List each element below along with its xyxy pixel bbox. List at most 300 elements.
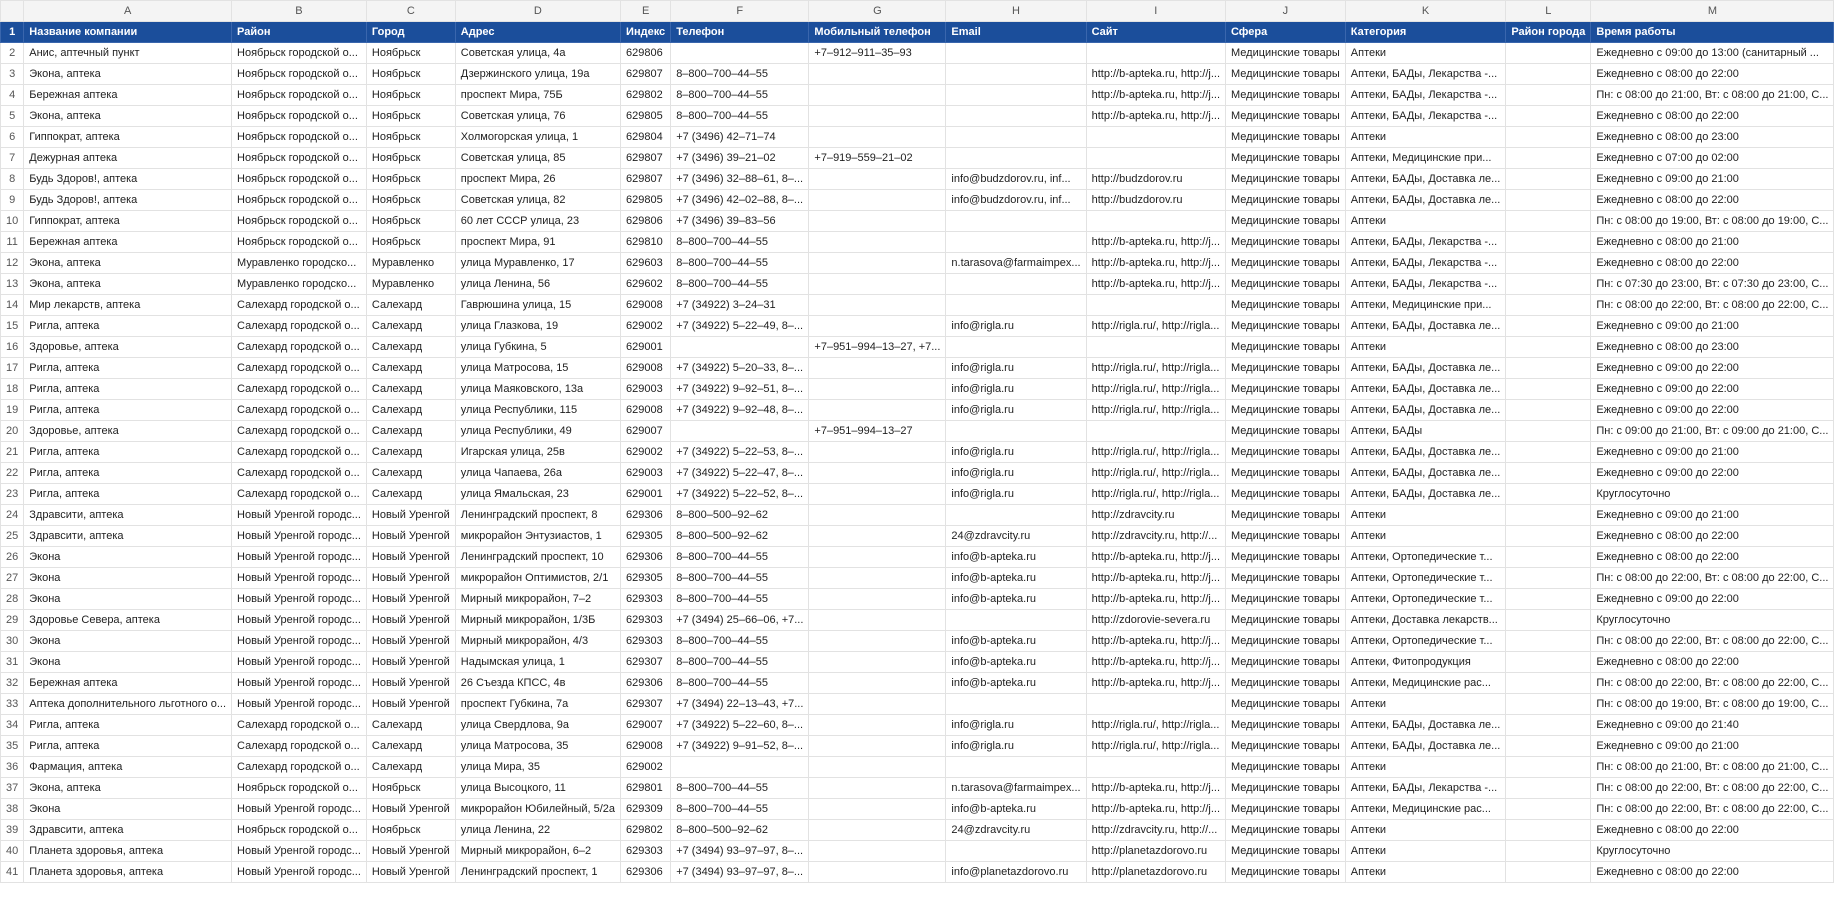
cell[interactable]	[809, 526, 946, 547]
cell[interactable]	[1506, 106, 1591, 127]
cell[interactable]: 629002	[621, 442, 671, 463]
cell[interactable]: Ноябрьск	[366, 127, 455, 148]
row-number[interactable]: 31	[1, 652, 24, 673]
cell[interactable]: Медицинские товары	[1226, 547, 1346, 568]
row-number[interactable]: 38	[1, 799, 24, 820]
cell[interactable]: Ежедневно с 08:00 до 22:00	[1591, 190, 1834, 211]
cell[interactable]: Салехард	[366, 715, 455, 736]
cell[interactable]	[1506, 274, 1591, 295]
cell[interactable]: Здравсити, аптека	[24, 526, 232, 547]
cell[interactable]: Медицинские товары	[1226, 379, 1346, 400]
cell[interactable]: info@b-apteka.ru	[946, 799, 1086, 820]
cell[interactable]: Салехард	[366, 442, 455, 463]
cell[interactable]	[946, 694, 1086, 715]
cell[interactable]	[809, 253, 946, 274]
row-number[interactable]: 23	[1, 484, 24, 505]
cell[interactable]: info@rigla.ru	[946, 736, 1086, 757]
cell[interactable]: Салехард городской о...	[232, 757, 367, 778]
cell[interactable]: Медицинские товары	[1226, 778, 1346, 799]
cell[interactable]	[946, 127, 1086, 148]
cell[interactable]: Планета здоровья, аптека	[24, 862, 232, 883]
cell[interactable]: Медицинские товары	[1226, 43, 1346, 64]
cell[interactable]: Гиппократ, аптека	[24, 127, 232, 148]
cell[interactable]: Салехард	[366, 484, 455, 505]
cell[interactable]: http://rigla.ru/, http://rigla...	[1086, 400, 1225, 421]
cell[interactable]: Ригла, аптека	[24, 442, 232, 463]
cell[interactable]: проспект Мира, 26	[455, 169, 620, 190]
cell[interactable]: 629309	[621, 799, 671, 820]
cell[interactable]: Аптеки, БАДы, Доставка ле...	[1345, 463, 1506, 484]
header-cell[interactable]: Телефон	[671, 22, 809, 43]
cell[interactable]: Аптеки, Ортопедические т...	[1345, 589, 1506, 610]
cell[interactable]: Аптеки, БАДы, Доставка ле...	[1345, 379, 1506, 400]
cell[interactable]	[1506, 820, 1591, 841]
cell[interactable]	[946, 106, 1086, 127]
cell[interactable]: Салехард	[366, 337, 455, 358]
cell[interactable]: Ленинградский проспект, 8	[455, 505, 620, 526]
cell[interactable]: Новый Уренгой	[366, 547, 455, 568]
cell[interactable]: Медицинские товары	[1226, 589, 1346, 610]
cell[interactable]: Медицинские товары	[1226, 757, 1346, 778]
cell[interactable]: Аптеки, БАДы, Доставка ле...	[1345, 358, 1506, 379]
cell[interactable]: http://rigla.ru/, http://rigla...	[1086, 358, 1225, 379]
cell[interactable]: Аптеки, БАДы, Доставка ле...	[1345, 400, 1506, 421]
cell[interactable]	[671, 421, 809, 442]
cell[interactable]: 8–800–700–44–55	[671, 652, 809, 673]
cell[interactable]: проспект Губкина, 7а	[455, 694, 620, 715]
row-number[interactable]: 26	[1, 547, 24, 568]
cell[interactable]: info@b-apteka.ru	[946, 547, 1086, 568]
cell[interactable]: Пн: с 08:00 до 22:00, Вт: с 08:00 до 22:00, С...	[1591, 295, 1834, 316]
row-number[interactable]: 30	[1, 631, 24, 652]
cell[interactable]: Пн: с 09:00 до 21:00, Вт: с 09:00 до 21:00, С...	[1591, 421, 1834, 442]
cell[interactable]: Ежедневно с 08:00 до 23:00	[1591, 337, 1834, 358]
cell[interactable]	[809, 862, 946, 883]
cell[interactable]	[1506, 610, 1591, 631]
row-number[interactable]: 3	[1, 64, 24, 85]
cell[interactable]: Аптеки, БАДы, Доставка ле...	[1345, 169, 1506, 190]
cell[interactable]: +7 (3496) 42–71–74	[671, 127, 809, 148]
cell[interactable]: Ежедневно с 08:00 до 22:00	[1591, 64, 1834, 85]
cell[interactable]: 8–800–700–44–55	[671, 64, 809, 85]
cell[interactable]: info@budzdorov.ru, inf...	[946, 190, 1086, 211]
cell[interactable]: Новый Уренгой городс...	[232, 862, 367, 883]
cell[interactable]: Новый Уренгой	[366, 505, 455, 526]
cell[interactable]: +7 (34922) 5–22–60, 8–...	[671, 715, 809, 736]
cell[interactable]	[809, 484, 946, 505]
cell[interactable]: +7 (3496) 39–83–56	[671, 211, 809, 232]
cell[interactable]: 629306	[621, 673, 671, 694]
cell[interactable]: 629001	[621, 484, 671, 505]
cell[interactable]: info@b-apteka.ru	[946, 631, 1086, 652]
cell[interactable]: Медицинские товары	[1226, 736, 1346, 757]
cell[interactable]: http://b-apteka.ru, http://j...	[1086, 799, 1225, 820]
cell[interactable]: 8–800–700–44–55	[671, 274, 809, 295]
cell[interactable]: улица Мира, 35	[455, 757, 620, 778]
cell[interactable]: Ноябрьск городской о...	[232, 190, 367, 211]
row-number[interactable]: 24	[1, 505, 24, 526]
cell[interactable]: Салехард городской о...	[232, 316, 367, 337]
cell[interactable]: Ежедневно с 07:00 до 02:00	[1591, 148, 1834, 169]
cell[interactable]: Ежедневно с 09:00 до 21:00	[1591, 316, 1834, 337]
cell[interactable]: Аптеки, Доставка лекарств...	[1345, 610, 1506, 631]
cell[interactable]	[1506, 316, 1591, 337]
row-number[interactable]: 28	[1, 589, 24, 610]
cell[interactable]: Ежедневно с 09:00 до 21:00	[1591, 169, 1834, 190]
cell[interactable]: Ежедневно с 08:00 до 22:00	[1591, 820, 1834, 841]
cell[interactable]	[809, 232, 946, 253]
cell[interactable]: info@planetazdorovo.ru	[946, 862, 1086, 883]
cell[interactable]: 629307	[621, 694, 671, 715]
cell[interactable]: Медицинские товары	[1226, 421, 1346, 442]
cell[interactable]: 8–800–700–44–55	[671, 232, 809, 253]
cell[interactable]: Новый Уренгой городс...	[232, 568, 367, 589]
cell[interactable]: Новый Уренгой городс...	[232, 694, 367, 715]
cell[interactable]: Дзержинского улица, 19а	[455, 64, 620, 85]
cell[interactable]: http://rigla.ru/, http://rigla...	[1086, 463, 1225, 484]
cell[interactable]	[1086, 337, 1225, 358]
cell[interactable]: улица Ленина, 56	[455, 274, 620, 295]
cell[interactable]: 8–800–700–44–55	[671, 631, 809, 652]
cell[interactable]: +7 (3494) 93–97–97, 8–...	[671, 862, 809, 883]
cell[interactable]: Бережная аптека	[24, 673, 232, 694]
row-number[interactable]: 12	[1, 253, 24, 274]
cell[interactable]	[1086, 43, 1225, 64]
cell[interactable]: Аптеки	[1345, 505, 1506, 526]
cell[interactable]	[1506, 148, 1591, 169]
cell[interactable]: Новый Уренгой	[366, 862, 455, 883]
cell[interactable]	[1086, 295, 1225, 316]
cell[interactable]	[809, 211, 946, 232]
cell[interactable]	[809, 85, 946, 106]
cell[interactable]: улица Свердлова, 9а	[455, 715, 620, 736]
cell[interactable]: улица Ленина, 22	[455, 820, 620, 841]
row-number[interactable]: 40	[1, 841, 24, 862]
cell[interactable]	[1506, 211, 1591, 232]
cell[interactable]	[809, 673, 946, 694]
cell[interactable]: 629810	[621, 232, 671, 253]
cell[interactable]: Новый Уренгой	[366, 610, 455, 631]
header-cell[interactable]: Город	[366, 22, 455, 43]
cell[interactable]: Ежедневно с 09:00 до 22:00	[1591, 463, 1834, 484]
cell[interactable]: Медицинские товары	[1226, 295, 1346, 316]
cell[interactable]	[809, 106, 946, 127]
cell[interactable]: Мирный микрорайон, 6–2	[455, 841, 620, 862]
cell[interactable]: Экона, аптека	[24, 274, 232, 295]
cell[interactable]	[809, 295, 946, 316]
cell[interactable]: Салехард	[366, 316, 455, 337]
cell[interactable]: http://b-apteka.ru, http://j...	[1086, 673, 1225, 694]
row-number[interactable]: 20	[1, 421, 24, 442]
cell[interactable]	[1506, 127, 1591, 148]
cell[interactable]	[1086, 694, 1225, 715]
cell[interactable]: Пн: с 08:00 до 21:00, Вт: с 08:00 до 21:00, С...	[1591, 85, 1834, 106]
cell[interactable]: info@budzdorov.ru, inf...	[946, 169, 1086, 190]
cell[interactable]: Салехард городской о...	[232, 400, 367, 421]
column-header-f[interactable]: F	[671, 1, 809, 22]
cell[interactable]: 629008	[621, 736, 671, 757]
cell[interactable]: http://rigla.ru/, http://rigla...	[1086, 379, 1225, 400]
cell[interactable]: +7 (3496) 32–88–61, 8–...	[671, 169, 809, 190]
cell[interactable]: +7 (3496) 39–21–02	[671, 148, 809, 169]
cell[interactable]	[1086, 127, 1225, 148]
cell[interactable]: 629306	[621, 547, 671, 568]
cell[interactable]: 629002	[621, 316, 671, 337]
cell[interactable]: 8–800–500–92–62	[671, 526, 809, 547]
cell[interactable]	[1506, 589, 1591, 610]
cell[interactable]: Ежедневно с 08:00 до 23:00	[1591, 127, 1834, 148]
cell[interactable]: Ноябрьск	[366, 169, 455, 190]
cell[interactable]: Новый Уренгой городс...	[232, 652, 367, 673]
cell[interactable]: Салехард городской о...	[232, 379, 367, 400]
cell[interactable]: Ноябрьск городской о...	[232, 43, 367, 64]
cell[interactable]: +7 (34922) 5–22–53, 8–...	[671, 442, 809, 463]
cell[interactable]: Планета здоровья, аптека	[24, 841, 232, 862]
cell[interactable]	[809, 778, 946, 799]
cell[interactable]	[1506, 799, 1591, 820]
cell[interactable]: Дежурная аптека	[24, 148, 232, 169]
row-number[interactable]: 35	[1, 736, 24, 757]
cell[interactable]: info@rigla.ru	[946, 715, 1086, 736]
cell[interactable]: Экона	[24, 568, 232, 589]
cell[interactable]: Пн: с 08:00 до 21:00, Вт: с 08:00 до 21:00, С...	[1591, 757, 1834, 778]
cell[interactable]: Экона, аптека	[24, 106, 232, 127]
cell[interactable]: 629307	[621, 652, 671, 673]
cell[interactable]: Пн: с 07:30 до 23:00, Вт: с 07:30 до 23:00, С...	[1591, 274, 1834, 295]
row-number[interactable]: 10	[1, 211, 24, 232]
cell[interactable]: Новый Уренгой городс...	[232, 841, 367, 862]
row-number[interactable]: 14	[1, 295, 24, 316]
cell[interactable]: Ежедневно с 08:00 до 22:00	[1591, 862, 1834, 883]
cell[interactable]: 26 Съезда КПСС, 4в	[455, 673, 620, 694]
cell[interactable]: Медицинские товары	[1226, 610, 1346, 631]
cell[interactable]: 629306	[621, 862, 671, 883]
cell[interactable]: Ригла, аптека	[24, 463, 232, 484]
cell[interactable]: Ежедневно с 09:00 до 22:00	[1591, 400, 1834, 421]
cell[interactable]: улица Высоцкого, 11	[455, 778, 620, 799]
cell[interactable]: Ежедневно с 09:00 до 22:00	[1591, 589, 1834, 610]
cell[interactable]: info@rigla.ru	[946, 400, 1086, 421]
header-cell[interactable]: Район	[232, 22, 367, 43]
cell[interactable]: 8–800–700–44–55	[671, 799, 809, 820]
row-number[interactable]: 33	[1, 694, 24, 715]
cell[interactable]: http://rigla.ru/, http://rigla...	[1086, 316, 1225, 337]
cell[interactable]: Медицинские товары	[1226, 316, 1346, 337]
cell[interactable]: 8–800–700–44–55	[671, 568, 809, 589]
cell[interactable]	[1506, 463, 1591, 484]
cell[interactable]: Аптеки, БАДы, Лекарства -...	[1345, 778, 1506, 799]
cell[interactable]: +7–951–994–13–27, +7...	[809, 337, 946, 358]
cell[interactable]: Новый Уренгой	[366, 631, 455, 652]
cell[interactable]: Салехард	[366, 295, 455, 316]
column-header-i[interactable]: I	[1086, 1, 1225, 22]
cell[interactable]: +7 (34922) 3–24–31	[671, 295, 809, 316]
cell[interactable]: Пн: с 08:00 до 19:00, Вт: с 08:00 до 19:00, С...	[1591, 211, 1834, 232]
cell[interactable]	[1506, 295, 1591, 316]
cell[interactable]: 629801	[621, 778, 671, 799]
cell[interactable]	[946, 337, 1086, 358]
cell[interactable]: +7 (34922) 5–22–49, 8–...	[671, 316, 809, 337]
cell[interactable]: Здоровье, аптека	[24, 421, 232, 442]
cell[interactable]: Экона, аптека	[24, 253, 232, 274]
row-number[interactable]: 25	[1, 526, 24, 547]
cell[interactable]: Аптеки, Медицинские при...	[1345, 295, 1506, 316]
cell[interactable]: Новый Уренгой городс...	[232, 610, 367, 631]
cell[interactable]: http://zdorovie-severa.ru	[1086, 610, 1225, 631]
cell[interactable]: улица Республики, 115	[455, 400, 620, 421]
cell[interactable]: Медицинские товары	[1226, 64, 1346, 85]
cell[interactable]: Аптеки, БАДы, Доставка ле...	[1345, 715, 1506, 736]
cell[interactable]: микрорайон Энтузиастов, 1	[455, 526, 620, 547]
cell[interactable]: Аптеки, БАДы, Лекарства -...	[1345, 85, 1506, 106]
cell[interactable]: Аптеки, БАДы, Лекарства -...	[1345, 274, 1506, 295]
cell[interactable]	[809, 757, 946, 778]
cell[interactable]: 629007	[621, 421, 671, 442]
cell[interactable]: http://rigla.ru/, http://rigla...	[1086, 484, 1225, 505]
cell[interactable]: Новый Уренгой городс...	[232, 631, 367, 652]
cell[interactable]	[809, 316, 946, 337]
cell[interactable]	[809, 358, 946, 379]
cell[interactable]: info@rigla.ru	[946, 463, 1086, 484]
cell[interactable]: 629802	[621, 820, 671, 841]
cell[interactable]	[809, 400, 946, 421]
cell[interactable]: улица Муравленко, 17	[455, 253, 620, 274]
cell[interactable]: Ежедневно с 08:00 до 22:00	[1591, 547, 1834, 568]
cell[interactable]: Медицинские товары	[1226, 526, 1346, 547]
cell[interactable]: Аптеки, Ортопедические т...	[1345, 631, 1506, 652]
cell[interactable]: +7 (34922) 5–20–33, 8–...	[671, 358, 809, 379]
cell[interactable]: Аптеки, БАДы, Доставка ле...	[1345, 316, 1506, 337]
cell[interactable]	[1506, 232, 1591, 253]
cell[interactable]: Медицинские товары	[1226, 190, 1346, 211]
cell[interactable]: Пн: с 08:00 до 22:00, Вт: с 08:00 до 22:00, С...	[1591, 673, 1834, 694]
row-number[interactable]: 16	[1, 337, 24, 358]
cell[interactable]: 629807	[621, 148, 671, 169]
cell[interactable]: Аптека дополнительного льготного о...	[24, 694, 232, 715]
row-number[interactable]: 29	[1, 610, 24, 631]
cell[interactable]: 24@zdravcity.ru	[946, 526, 1086, 547]
cell[interactable]	[1506, 568, 1591, 589]
cell[interactable]: info@b-apteka.ru	[946, 568, 1086, 589]
cell[interactable]	[946, 757, 1086, 778]
cell[interactable]: +7 (34922) 9–92–51, 8–...	[671, 379, 809, 400]
cell[interactable]	[1506, 631, 1591, 652]
cell[interactable]: Муравленко городско...	[232, 274, 367, 295]
cell[interactable]: улица Матросова, 35	[455, 736, 620, 757]
cell[interactable]: Ежедневно с 08:00 до 22:00	[1591, 106, 1834, 127]
row-number[interactable]: 19	[1, 400, 24, 421]
cell[interactable]: Салехард городской о...	[232, 736, 367, 757]
row-number[interactable]: 39	[1, 820, 24, 841]
cell[interactable]	[809, 589, 946, 610]
cell[interactable]: Мирный микрорайон, 7–2	[455, 589, 620, 610]
cell[interactable]: Ригла, аптека	[24, 484, 232, 505]
cell[interactable]: 629305	[621, 526, 671, 547]
cell[interactable]	[1506, 673, 1591, 694]
cell[interactable]	[1506, 190, 1591, 211]
cell[interactable]: Пн: с 08:00 до 22:00, Вт: с 08:00 до 22:00, С...	[1591, 631, 1834, 652]
cell[interactable]: Бережная аптека	[24, 85, 232, 106]
cell[interactable]: info@rigla.ru	[946, 484, 1086, 505]
cell[interactable]	[946, 64, 1086, 85]
header-cell[interactable]: Сфера	[1226, 22, 1346, 43]
cell[interactable]: 629003	[621, 379, 671, 400]
cell[interactable]: Ноябрьск городской о...	[232, 106, 367, 127]
cell[interactable]: Ленинградский проспект, 10	[455, 547, 620, 568]
cell[interactable]: info@rigla.ru	[946, 358, 1086, 379]
cell[interactable]: http://budzdorov.ru	[1086, 190, 1225, 211]
cell[interactable]: 629003	[621, 463, 671, 484]
header-cell[interactable]: Email	[946, 22, 1086, 43]
cell[interactable]	[1506, 547, 1591, 568]
cell[interactable]: Ежедневно с 09:00 до 21:40	[1591, 715, 1834, 736]
cell[interactable]: Медицинские товары	[1226, 253, 1346, 274]
cell[interactable]: Медицинские товары	[1226, 400, 1346, 421]
cell[interactable]: http://zdravcity.ru, http://...	[1086, 526, 1225, 547]
cell[interactable]: Медицинские товары	[1226, 484, 1346, 505]
cell[interactable]: Круглосуточно	[1591, 610, 1834, 631]
cell[interactable]	[1086, 757, 1225, 778]
cell[interactable]: Ежедневно с 09:00 до 22:00	[1591, 379, 1834, 400]
cell[interactable]: микрорайон Юбилейный, 5/2а	[455, 799, 620, 820]
column-header-m[interactable]: M	[1591, 1, 1834, 22]
cell[interactable]: 24@zdravcity.ru	[946, 820, 1086, 841]
cell[interactable]: Игарская улица, 25в	[455, 442, 620, 463]
cell[interactable]: улица Маяковского, 13а	[455, 379, 620, 400]
cell[interactable]	[1506, 652, 1591, 673]
select-all-corner[interactable]	[1, 1, 24, 22]
cell[interactable]	[1506, 400, 1591, 421]
cell[interactable]: http://b-apteka.ru, http://j...	[1086, 253, 1225, 274]
cell[interactable]: Медицинские товары	[1226, 820, 1346, 841]
cell[interactable]: Ноябрьск городской о...	[232, 232, 367, 253]
row-number[interactable]: 8	[1, 169, 24, 190]
cell[interactable]: Медицинские товары	[1226, 568, 1346, 589]
cell[interactable]: Муравленко	[366, 253, 455, 274]
header-cell[interactable]: Название компании	[24, 22, 232, 43]
cell[interactable]: Аптеки, Медицинские рас...	[1345, 673, 1506, 694]
cell[interactable]: 8–800–500–92–62	[671, 820, 809, 841]
cell[interactable]	[1506, 442, 1591, 463]
cell[interactable]: Советская улица, 76	[455, 106, 620, 127]
cell[interactable]	[946, 421, 1086, 442]
cell[interactable]: Анис, аптечный пункт	[24, 43, 232, 64]
cell[interactable]: улица Глазкова, 19	[455, 316, 620, 337]
cell[interactable]: Новый Уренгой	[366, 673, 455, 694]
cell[interactable]	[1506, 778, 1591, 799]
cell[interactable]: Советская улица, 85	[455, 148, 620, 169]
cell[interactable]	[809, 799, 946, 820]
cell[interactable]: Аптеки	[1345, 127, 1506, 148]
row-number[interactable]: 17	[1, 358, 24, 379]
cell[interactable]: проспект Мира, 91	[455, 232, 620, 253]
cell[interactable]	[1506, 43, 1591, 64]
row-number[interactable]: 21	[1, 442, 24, 463]
cell[interactable]: Пн: с 08:00 до 22:00, Вт: с 08:00 до 22:00, С...	[1591, 568, 1834, 589]
cell[interactable]: Ноябрьск городской о...	[232, 148, 367, 169]
cell[interactable]: Пн: с 08:00 до 19:00, Вт: с 08:00 до 19:00, С...	[1591, 694, 1834, 715]
cell[interactable]	[809, 379, 946, 400]
cell[interactable]: 8–800–700–44–55	[671, 589, 809, 610]
cell[interactable]: 8–800–700–44–55	[671, 547, 809, 568]
row-number[interactable]: 18	[1, 379, 24, 400]
column-header-h[interactable]: H	[946, 1, 1086, 22]
cell[interactable]: Аптеки	[1345, 43, 1506, 64]
cell[interactable]: info@rigla.ru	[946, 316, 1086, 337]
cell[interactable]	[809, 694, 946, 715]
cell[interactable]	[809, 505, 946, 526]
cell[interactable]	[809, 190, 946, 211]
